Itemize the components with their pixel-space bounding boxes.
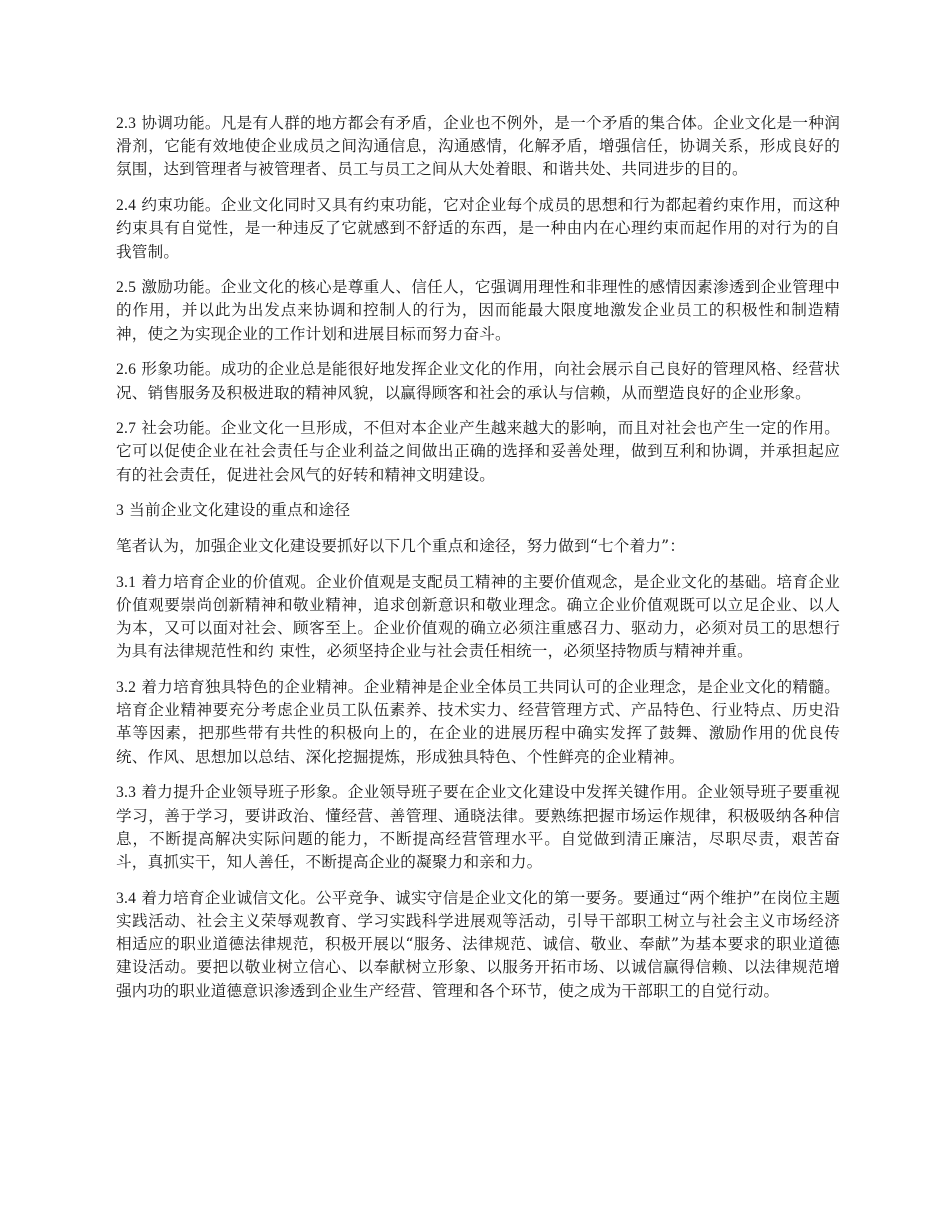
paragraph-text: 着力提升企业领导班子形象。企业领导班子要在企业文化建设中发挥关键作用。企业领导班子要重视学习，善于学习，要讲政治、懂经营、善管理、通晓法律。要熟练把握市场运作规律，积极吸纳各种信息，不断提高解决实际问题的能力，不断提高经营管理水平。自觉做到清正廉洁，尽职尽责，艰苦奋斗，真抓实干，知人善任，不断提高企业的凝聚力和亲和力。 xyxy=(116,783,840,871)
paragraph-2-6 xyxy=(116,358,840,404)
paragraph-text: 社会功能。企业文化一旦形成，不但对本企业产生越来越大的影响，而且对社会也产生一定的作用。它可以促使企业在社会责任与企业利益之间做出正确的选择和妥善处理，做到互利和协调，并承担起应有的社会责任，促进社会风气的好转和精神文明建设。 xyxy=(116,419,840,484)
section-number: 2.5 xyxy=(116,279,137,297)
section-number: 2.7 xyxy=(116,420,137,438)
heading-text: 当前企业文化建设的重点和途径 xyxy=(124,501,351,520)
paragraph-3-1 xyxy=(116,571,840,664)
section-number: 2.6 xyxy=(116,361,137,379)
paragraph-text: 着力培育企业的价值观。企业价值观是支配员工精神的主要价值观念，是企业文化的基础。培育企业价值观要崇尚创新精神和敬业精神，追求创新意识和敬业理念。确立企业价值观既可以立足企业、以人为本，又可以面对社会、顾客至上。企业价值观的确立必须注重感召力、驱动力，必须对员工的思想行为具有法律规范性和约 束性，必须坚持企业与社会责任相统一，必须坚持物质与精神并重。 xyxy=(116,572,840,661)
section-number: 2.3 xyxy=(116,115,137,132)
section-number: 3 xyxy=(116,502,124,520)
paragraph-text: 形象功能。成功的企业总是能很好地发挥企业文化的作用，向社会展示自己良好的管理风格、经营状况、销售服务及积极进取的精神风貌，以赢得顾客和社会的承认与信赖，从而塑造良好的企业形象。 xyxy=(116,360,840,402)
paragraph-text: 着力培育企业诚信文化。公平竞争、诚实守信是企业文化的第一要务。要通过“两个维护”在岗位主题实践活动、社会主义荣辱观教育、学习实践科学进展观等活动，引导干部职工树立与社会主义市场经济相适应的职业道德法律规范，积极开展以“服务、法律规范、诚信、敬业、奉献”为基本要求的职业道德建设活动。要把以敬业树立信心、以奉献树立形象、以服务开拓市场、以诚信赢得信赖、以法律规范增强内功的职业道德意识渗透到企业生产经营、管理和各个环节，使之成为干部职工的自觉行动。 xyxy=(116,888,840,1000)
paragraph-2-3 xyxy=(116,112,840,182)
paragraph-text: 约束功能。企业文化同时又具有约束功能，它对企业每个成员的思想和行为都起着约束作用，而这种约束具有自觉性，是一种违反了它就感到不舒适的东西，是一种由内在心理约束而起作用的对行为的自我管制。 xyxy=(116,196,840,261)
paragraph-2-4 xyxy=(116,194,840,264)
paragraph-text: 笔者认为，加强企业文化建设要抓好以下几个重点和途径，努力做到“七个着力”： xyxy=(116,537,686,556)
section-number: 3.2 xyxy=(116,679,137,697)
document-body xyxy=(116,112,840,1015)
paragraph-text: 激励功能。企业文化的核心是尊重人、信任人，它强调用理性和非理性的感情因素渗透到企业管理中的作用，并以此为出发点来协调和控制人的行为，因而能最大限度地激发企业员工的积极性和制造精神，使之为实现企业的工作计划和进展目标而努力奋斗。 xyxy=(116,278,840,343)
section-heading-3 xyxy=(116,499,840,522)
paragraph-3-4 xyxy=(116,887,840,1003)
paragraph-text: 协调功能。凡是有人群的地方都会有矛盾，企业也不例外，是一个矛盾的集合体。企业文化是一种润滑剂，它能有效地使企业成员之间沟通信息，沟通感情，化解矛盾，增强信任，协调关系，形成良好的氛围，达到管理者与被管理者、员工与员工之间从大处着眼、和谐共处、共同进步的目的。 xyxy=(116,114,840,179)
intro-paragraph xyxy=(116,535,840,558)
section-number: 3.1 xyxy=(116,573,137,591)
paragraph-2-5 xyxy=(116,276,840,346)
paragraph-text: 着力培育独具特色的企业精神。企业精神是企业全体员工共同认可的企业理念，是企业文化的精髓。培育企业精神要充分考虑企业员工队伍素养、技术实力、经营管理方式、产品特色、行业特点、历史沿革等因素，把那些带有共性的积极向上的，在企业的进展历程中确实发挥了鼓舞、激励作用的优良传统、作风、思想加以总结、深化挖掘提炼，形成独具特色、个性鲜亮的企业精神。 xyxy=(116,678,840,766)
section-number: 3.4 xyxy=(116,889,137,907)
section-number: 3.3 xyxy=(116,784,137,802)
paragraph-3-3 xyxy=(116,781,840,874)
section-number: 2.4 xyxy=(116,197,137,215)
paragraph-2-7 xyxy=(116,417,840,487)
paragraph-3-2 xyxy=(116,676,840,769)
